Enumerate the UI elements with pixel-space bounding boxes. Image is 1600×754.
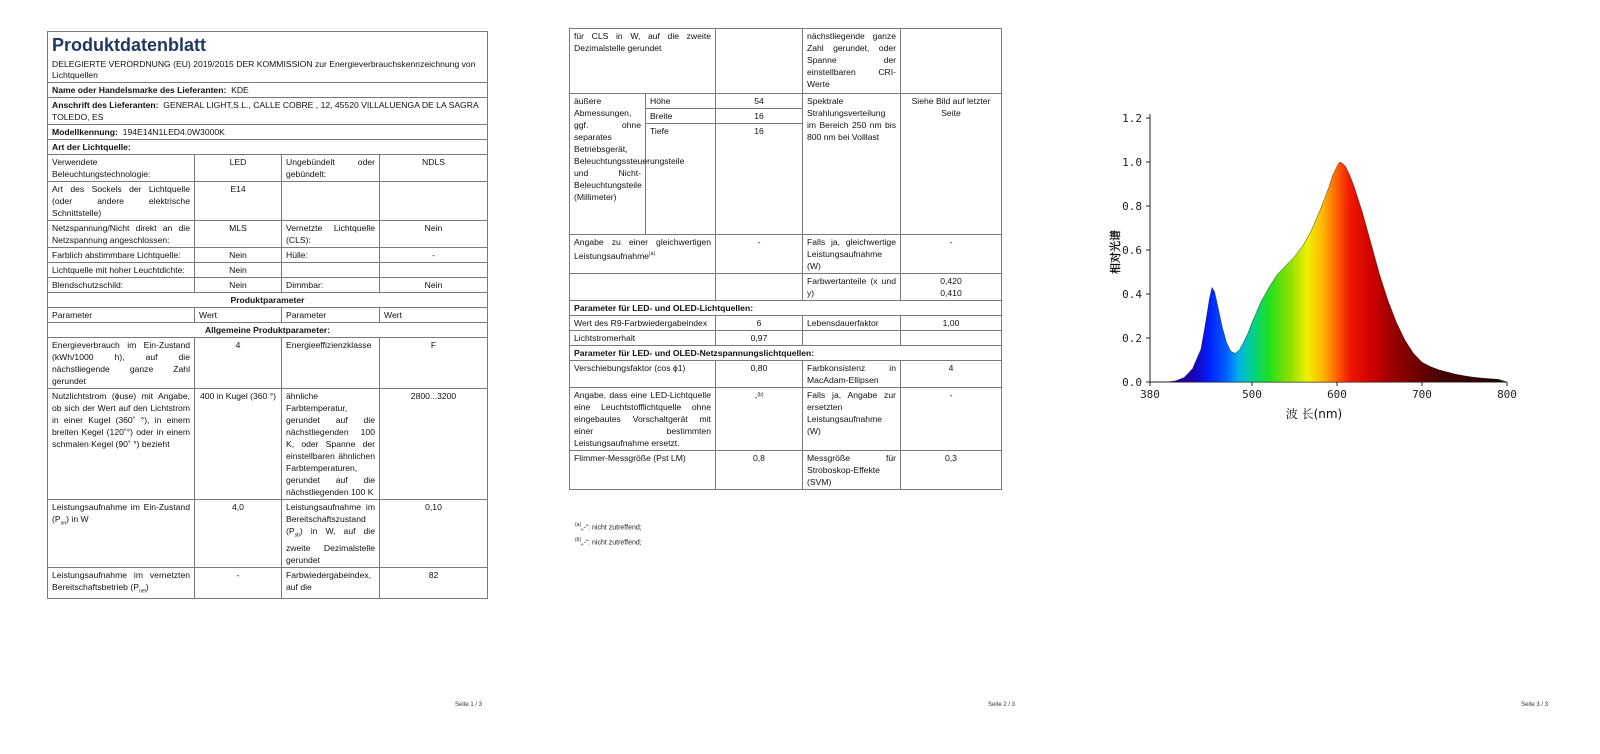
cell-envelope-value: - [380,248,488,263]
cell-luminous-flux-value: 400 in Kugel (360 °) [195,389,282,500]
table-row [48,263,488,278]
y-tick-label: 0.6 [1122,244,1142,257]
cell-on-power-label: Leistungsaufnahme im Ein-Zustand $(P_{on})$ in W [48,500,195,568]
cell-lumen-maintenance-label: Lichtstromerhalt [570,331,716,346]
cell-dimensions-label: äußere Abmessungen, ggf. ohne separates Betriebsgerät, Beleuchtungssteuerungsteile und Nicht-Beleuchtungsteile (Millimeter) [570,94,646,235]
x-tick-label: 380 [1140,388,1160,401]
cell-stroboscopic-value: 0,3 [901,451,1002,490]
cell-energy-consumption-value: 4 [195,338,282,389]
spectral-distribution-chart [1056,0,1600,754]
y-tick-label: 0.4 [1122,288,1142,301]
footnote-b: $^{(b)}$„-“: nicht zutreffend; [575,537,642,547]
cell-cap-value: E14 [195,182,282,221]
cell-mains-value: MLS [195,221,282,248]
product-parameters-heading: Produktparameter [48,293,488,308]
x-axis-label: 波 长(nm) [1285,407,1343,421]
cell-high-luminance-value: Nein [195,263,282,278]
table-row [48,338,488,389]
cell-survival-factor-value: 1,00 [901,316,1002,331]
cell-r9-value: 6 [716,316,803,331]
cell-flicker-value: 0,8 [716,451,803,490]
cell-equivalent-power-w-value: - [901,235,1002,274]
table-row [570,316,1002,331]
cell-tunable-value: Nein [195,248,282,263]
table-row [570,451,1002,490]
footnote-a: $^{(a)}$„-“: nicht zutreffend; [575,522,642,532]
page-2-table-clip [569,30,1001,514]
x-tick-label: 800 [1497,388,1517,401]
cell-mains-label: Netzspannung/Nicht direkt an die Netzspannung angeschlossen: [48,221,195,248]
cell-colour-consistency-label: Farbkonsistenz in MacAdam-Ellipsen [803,361,901,388]
page-1-table-clip [47,31,487,695]
cell-equivalent-power-value: - [716,235,803,274]
light-source-type-heading: Art der Lichtquelle: [48,140,488,155]
address-value: GENERAL LIGHT,S.L., CALLE COBRE , 12, 45520 VILLALUENGA DE LA SAGRA TOLEDO, ES [52,100,479,122]
cell-width-label: Breite [646,109,716,124]
table-row [48,389,488,500]
page-number: Seite 3 / 3 [1521,702,1549,708]
datasheet-page-1 [0,0,528,754]
cell-directional-value: NDLS [380,155,488,182]
cell-cap-label: Art des Sockels der Lichtquelle (oder andere elektrische Schnittstelle) [48,182,195,221]
column-header-value: Wert [380,308,488,323]
datasheet-page-3 [1056,0,1600,754]
cell-energy-class-value: F [380,338,488,389]
cell-empty [901,331,1002,346]
datasheet-page-2 [528,0,1056,754]
cell-energy-class-label: Energieeffizienzklasse [282,338,380,389]
cell-cls-label: Vernetzte Lichtquelle (CLS): [282,221,380,248]
cell-equivalent-power-label: Angabe zu einer gleichwertigen Leistungsaufnahme$^{(a)}$ [570,235,716,274]
cell-power-factor-value: 0,80 [716,361,803,388]
page-title: Produktdatenblatt [52,35,207,55]
cell-spectral-distribution-label: Spektrale Strahlungsverteilung im Bereich 250 nm bis 800 nm bei Volllast [803,94,901,235]
cell-empty [716,29,803,94]
model-label: Modellkennung: [52,127,118,137]
column-header-parameter: Parameter [282,308,380,323]
cell-energy-consumption-label: Energieverbrauch im Ein-Zustand (kWh/1000 h), auf die nächstliegende ganze Zahl gerundet [48,338,195,389]
cell-replaced-power-value: - [901,388,1002,451]
cell-empty [282,263,380,278]
x-tick-label: 600 [1327,388,1347,401]
table-row [48,155,488,182]
cell-glare-label: Blendschutzschild: [48,278,195,293]
cell-chromaticity-label: Farbwertanteile (x und y) [803,274,901,301]
cell-empty [803,331,901,346]
cell-r9-label: Wert des R9-Farbwiedergabeindex [570,316,716,331]
table-row [48,567,488,599]
cell-empty [901,29,1002,94]
table-row [570,274,1002,301]
column-header-parameter: Parameter [48,308,195,323]
table-row [570,388,1002,451]
address-row [48,98,488,125]
cell-glare-value: Nein [195,278,282,293]
cell-dimmable-label: Dimmbar: [282,278,380,293]
model-row [48,125,488,140]
general-parameters-heading: Allgemeine Produktparameter: [48,323,488,338]
table-row [48,278,488,293]
product-datasheet-table [47,31,488,599]
cell-replacement-value: -$^{(b)}$ [716,388,803,451]
cell-dimmable-value: Nein [380,278,488,293]
table-row [570,94,1002,109]
page-number: Seite 1 / 3 [455,702,483,708]
x-tick-label: 500 [1242,388,1262,401]
y-axis-label: 相对光谱 [1109,230,1122,274]
cell-standby-power-value: 0,10 [380,500,488,568]
cell-empty [282,182,380,221]
cell-empty [380,182,488,221]
y-tick-label: 1.0 [1122,156,1142,169]
address-label: Anschrift des Lieferanten: [52,100,159,110]
cell-tunable-label: Farblich abstimmbare Lichtquelle: [48,248,195,263]
table-row [570,235,1002,274]
cell-flicker-label: Flimmer-Messgröße (Pst LM) [570,451,716,490]
cell-directional-label: Ungebündelt oder gebündelt: [282,155,380,182]
cell-power-factor-label: Verschiebungsfaktor (cos ϕ1) [570,361,716,388]
table-header-row [48,308,488,323]
table-row [48,221,488,248]
table-row [48,248,488,263]
model-value: 194E14N1LED4.0W3000K [122,127,225,137]
cell-cct-value: 2800...3200 [380,389,488,500]
supplier-row [48,83,488,98]
cell-height-label: Höhe [646,94,716,109]
page-number: Seite 2 / 3 [988,702,1016,708]
cell-cri-value: 82 [380,567,488,599]
supplier-label: Name oder Handelsmarke des Lieferanten: [52,85,227,95]
y-tick-label: 0.2 [1122,332,1142,345]
cell-technology-label: Verwendete Beleuchtungstechnologie: [48,155,195,182]
cell-cri-label-cont: nächstliegende ganze Zahl gerundet, oder Spanne der einstellbaren CRI-Werte [803,29,901,94]
cell-stroboscopic-label: Messgröße für Stroboskop-Effekte (SVM) [803,451,901,490]
cell-cri-label: Farbwiedergabeindex, auf die [282,567,380,599]
cell-networked-standby-value: - [195,567,282,599]
cell-survival-factor-label: Lebensdauerfaktor [803,316,901,331]
cell-spectral-distribution-value: Siehe Bild auf letzter Seite [901,94,1002,235]
y-tick-label: 0.8 [1122,200,1142,213]
cell-replacement-label: Angabe, dass eine LED-Lichtquelle eine Leuchtstofflichtquelle ohne eingebautes Vorschaltgerät mit einer bestimmten Leistungsaufnahme ersetzt. [570,388,716,451]
supplier-value: KDE [231,85,249,95]
cell-empty [570,274,716,301]
cell-height-value: 54 [716,94,803,109]
cell-standby-power-label: Leistungsaufnahme im Bereitschaftszustand $(P_{sb})$ in W, auf die zweite Dezimalstelle gerundet [282,500,380,568]
table-row [48,500,488,568]
cell-empty [716,274,803,301]
cell-luminous-flux-label: Nutzlichtstrom (ɸuse) mit Angabe, ob sich der Wert auf den Lichtstrom in einer Kugel (360˚ °), in einem breiten Kegel (120˚°) oder in einem schmalen Kegel (90˚ °) bezieht [48,389,195,500]
cell-cls-value: Nein [380,221,488,248]
cell-equivalent-power-w-label: Falls ja, gleichwertige Leistungsaufnahme (W) [803,235,901,274]
table-row [570,29,1002,94]
y-tick-label: 0.0 [1122,376,1142,389]
cell-cls-standby-label: für CLS in W, auf die zweite Dezimalstelle gerundet [570,29,716,94]
spectrum-area [1150,162,1507,382]
cell-technology-value: LED [195,155,282,182]
led-parameters-heading: Parameter für LED- und OLED-Lichtquellen: [570,301,1002,316]
cell-cct-label: ähnliche Farbtemperatur, gerundet auf die nächstliegenden 100 K, oder Spanne der einstellbaren ähnlichen Farbtemperaturen, gerundet auf die nächstliegenden 100 K [282,389,380,500]
column-header-value: Wert [195,308,282,323]
cell-on-power-value: 4,0 [195,500,282,568]
cell-high-luminance-label: Lichtquelle mit hoher Leuchtdichte: [48,263,195,278]
table-row [48,182,488,221]
cell-networked-standby-label: Leistungsaufnahme im vernetzten Bereitschaftsbetrieb $(P_{net})$ [48,567,195,599]
regulation-text: DELEGIERTE VERORDNUNG (EU) 2019/2015 DER KOMMISSION zur Energieverbrauchskennzeichnung von Lichtquellen [52,59,476,80]
y-tick-label: 1.2 [1122,112,1142,125]
cell-lumen-maintenance-value: 0,97 [716,331,803,346]
cell-width-value: 16 [716,109,803,124]
product-datasheet-table-continued [569,28,1002,490]
cell-depth-label: Tiefe [646,124,716,235]
table-row [570,331,1002,346]
cell-chromaticity-value: 0,420 0,410 [901,274,1002,301]
mains-led-parameters-heading: Parameter für LED- und OLED-Netzspannungslichtquellen: [570,346,1002,361]
cell-colour-consistency-value: 4 [901,361,1002,388]
cell-replaced-power-label: Falls ja, Angabe zur ersetzten Leistungsaufnahme (W) [803,388,901,451]
cell-depth-value: 16 [716,124,803,235]
cell-empty [380,263,488,278]
table-row [570,361,1002,388]
x-tick-label: 700 [1412,388,1432,401]
cell-envelope-label: Hülle: [282,248,380,263]
